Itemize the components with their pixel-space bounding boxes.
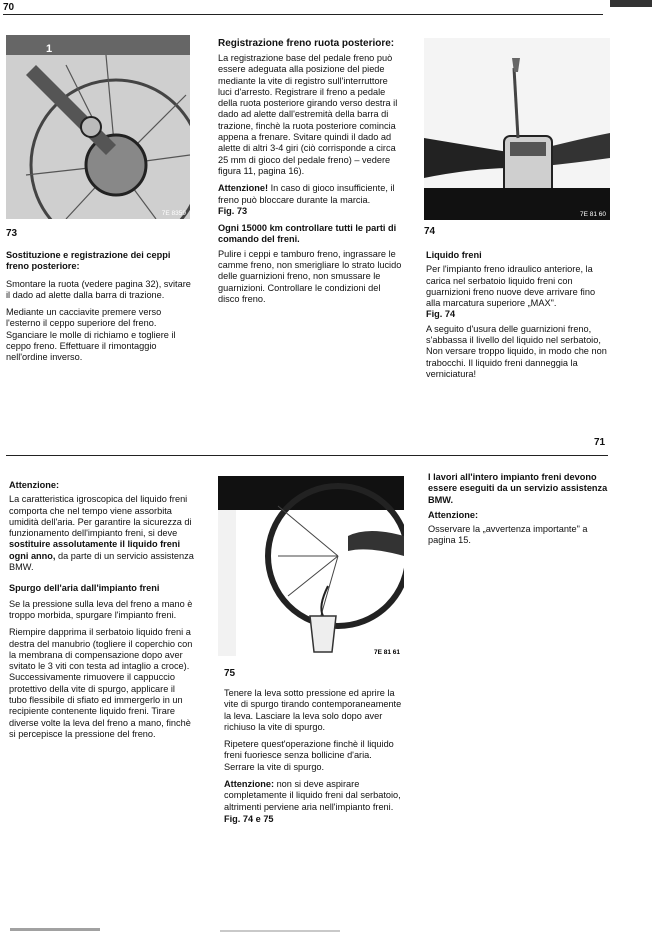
emphasis-text: sostituire assolutamente il liquido freni ogni anno, [9, 539, 181, 561]
figure-73-number: 73 [6, 228, 18, 239]
section-heading: Spurgo dell'aria dall'impianto freni [9, 583, 160, 594]
attention-label: Attenzione! [218, 183, 269, 194]
attention-paragraph [9, 494, 195, 573]
bottom-left-column [9, 480, 195, 746]
attention-text: In caso di gioco insufficiente, il freno può bloccare durante la marcia. [218, 183, 395, 205]
figure-75-photo [218, 476, 404, 656]
top-middle-column [218, 38, 402, 311]
attention-text: non si deve aspirare completamente il liquido freni dal serbatoio, altrimenti perviene aria nell'impianto freni. [224, 779, 401, 812]
figure-reference: Fig. 74 e 75 [224, 813, 274, 824]
attention-label: Attenzione: [224, 779, 275, 790]
paragraph: Riempire dapprima il serbatoio liquido freni a destra del manubrio (togliere il coperchio con la membrana di compensazione dopo aver svitato le 3 viti con testa ad intaglio a croce). Successivamente rimuovere il cappuccio protettivo della vite di spurgo, applicare il tubo flessibile di sfiato ed immergerlo in un recipiente contenente liquido freni. Tirare diverse volte la leva del freno a mano, finchè si percepisce la pressione del freno. [9, 627, 193, 739]
paragraph: Pulire i ceppi e tamburo freno, ingrassare le camme freno, non smerigliare lo strato lucido delle guarnizioni freno, non smussare le guarnizioni. Controllare le condizioni del disco freno. [218, 248, 402, 304]
section-heading: Attenzione: [9, 480, 60, 490]
paragraph-text: La caratteristica igroscopica del liquido freni comporta che nel tempo viene assorbita umidità dell'aria. Per garantire la sicurezza di funzionamento dell'impianto freni, si deve [9, 494, 192, 539]
figure-74-code: 7E 81 60 [579, 211, 606, 218]
paragraph: Tenere la leva sotto pressione ed aprire la vite di spurgo tirando contemporaneamente la leva. Lasciare la leva solo dopo aver richiuso la vite di spurgo. [224, 688, 402, 732]
page-number-70: 70 [3, 2, 15, 13]
bottom-right-column [428, 472, 612, 553]
top-left-column [6, 250, 192, 370]
figure-75-number: 75 [224, 668, 236, 679]
paragraph: Ripetere quest'operazione finchè il liquido freni fuoriesce senza bollicine d'aria. Serrare la vite di spurgo. [224, 739, 394, 772]
paragraph: La registrazione base del pedale freno può essere adeguata alla posizione del piede mediante la vite di registro sull'interruttore luci d'arresto. Registrare il freno a pedale della ruota posteriore girando verso destra il dado ad alette dall'estremità della barra di trazione, finchè la ruota posteriore comincia appena a frenare. Svitare quindi il dado ad alette di altri 3-4 giri (ciò corrisponde a circa 25 mm di gioco del pedale freno) – vedere figura 11, pagina 16). [218, 53, 398, 176]
figure-73-callout: 1 [46, 43, 53, 55]
paragraph: Se la pressione sulla leva del freno a mano è troppo morbida, spurgare l'impianto freni. [9, 598, 193, 620]
section-heading: I lavori all'intero impianto freni devono essere eseguiti da un servizio assistenza BMW. [428, 472, 608, 505]
figure-75-code: 7E 81 61 [373, 649, 400, 656]
paragraph: Osservare la „avvertenza importante" a pagina 15. [428, 524, 588, 546]
paragraph: Mediante un cacciavite premere verso l'esterno il ceppo superiore del freno. Sganciare le molle di richiamo e togliere il ceppo freno. Effettuare il rimontaggio nell'ordine inverso. [6, 307, 176, 363]
scan-noise [220, 930, 340, 932]
figure-reference: Fig. 73 [218, 205, 248, 216]
attention-paragraph [224, 779, 404, 813]
page-number-71: 71 [594, 437, 606, 448]
page-divider-rule [6, 455, 608, 456]
figure-73-photo [6, 35, 190, 219]
figure-reference: Fig. 74 [426, 309, 456, 320]
scan-edge-mark [610, 0, 652, 7]
header-rule [3, 14, 603, 15]
attention-paragraph [218, 183, 402, 206]
paragraph: Smontare la ruota (vedere pagina 32), svitare il dado ad alette dalla barra di trazione. [6, 278, 191, 300]
scan-noise [10, 928, 100, 931]
paragraph-text: da parte di un servicio assistenza BMW. [9, 550, 194, 573]
paragraph: Per l'impianto freno idraulico anteriore, la carica nel serbatoio liquido freni con guarnizioni freno nuove deve arrivare fino alla marcatura superiore „MAX". [426, 264, 596, 309]
figure-74-number: 74 [424, 226, 436, 237]
figure-74-photo [424, 38, 610, 220]
bottom-middle-column [224, 688, 404, 831]
section-heading: Liquido freni [426, 250, 482, 260]
section-heading: Sostituzione e registrazione dei ceppi freno posteriore: [6, 250, 171, 272]
top-right-column [426, 250, 610, 386]
attention-label: Attenzione: [428, 509, 479, 520]
paragraph: A seguito d'usura delle guarnizioni freno, s'abbassa il livello del liquido nel serbatoio, Non versare troppo liquido, in modo che non trabocchi. Il liquido freni danneggia la verniciatura! [426, 323, 607, 379]
figure-73-code: 7E 8359 [161, 210, 186, 217]
section-heading: Ogni 15000 km controllare tutti le parti di comando del freni. [218, 223, 397, 245]
section-heading: Registrazione freno ruota posteriore: [218, 38, 395, 49]
